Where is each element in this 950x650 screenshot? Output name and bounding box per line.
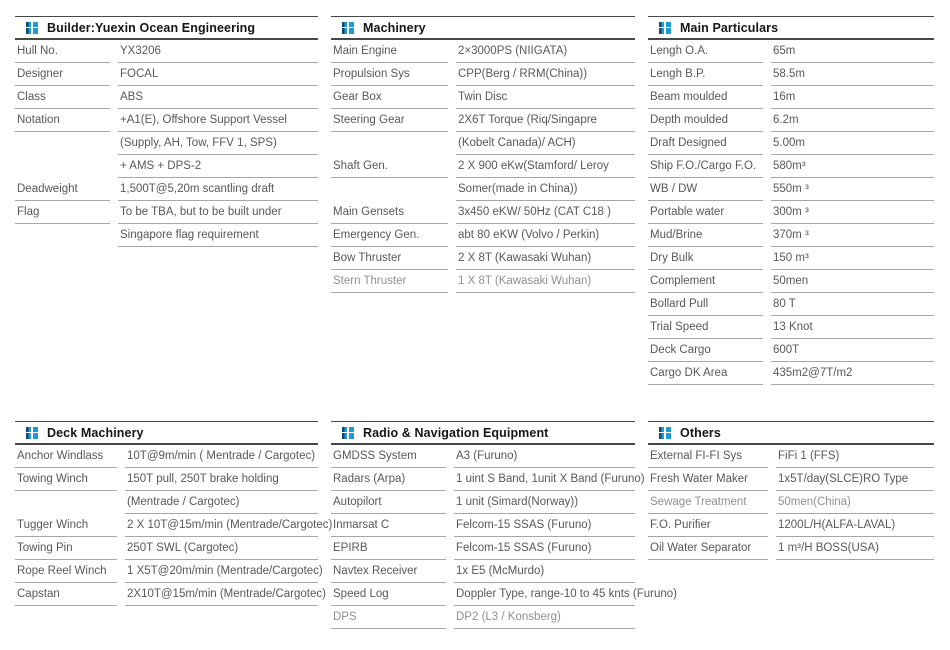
section-title: Others xyxy=(680,425,721,440)
spec-value: Felcom-15 SSAS (Furuno) xyxy=(454,514,635,537)
spec-label: Deck Cargo xyxy=(648,339,763,362)
grid-icon xyxy=(659,22,671,34)
section-radio-navigation xyxy=(331,421,677,629)
spec-value: Doppler Type, range-10 to 45 knts (Furuno) xyxy=(454,583,635,606)
spec-value: 1x E5 (McMurdo) xyxy=(454,560,635,583)
spec-label: F.O. Purifier xyxy=(648,514,768,537)
spec-value: (Kobelt Canada)/ ACH) xyxy=(456,132,635,155)
spec-label: Dry Bulk xyxy=(648,247,763,270)
spec-row xyxy=(648,468,934,491)
spec-row xyxy=(15,468,318,491)
spec-label: Deadweight xyxy=(15,178,110,201)
spec-value: 370m ³ xyxy=(771,224,934,247)
spec-label: External FI-FI Sys xyxy=(648,445,768,468)
spec-value: 2 X 8T (Kawasaki Wuhan) xyxy=(456,247,635,270)
section-title: Radio & Navigation Equipment xyxy=(363,425,549,440)
spec-value: 13 Knot xyxy=(771,316,934,339)
spec-value: (Supply, AH, Tow, FFV 1, SPS) xyxy=(118,132,318,155)
spec-label: Flag xyxy=(15,201,110,224)
spec-value: 6.2m xyxy=(771,109,934,132)
spec-label xyxy=(15,155,110,178)
spec-value: Somer(made in China)) xyxy=(456,178,635,201)
spec-label xyxy=(331,178,448,201)
spec-row xyxy=(15,132,318,155)
spec-row xyxy=(331,560,635,583)
spec-row xyxy=(15,109,318,132)
spec-label: Trial Speed xyxy=(648,316,763,339)
spec-row xyxy=(15,63,318,86)
spec-label: Steering Gear xyxy=(331,109,448,132)
spec-value: 1 uint S Band, 1unit X Band (Furuno) xyxy=(454,468,635,491)
spec-label: Main Engine xyxy=(331,40,448,63)
spec-table xyxy=(15,40,318,247)
spec-value: 150 m³ xyxy=(771,247,934,270)
spec-table xyxy=(331,40,635,293)
section-others xyxy=(648,421,934,560)
section-title: Deck Machinery xyxy=(47,425,144,440)
spec-label: Draft Designed xyxy=(648,132,763,155)
spec-row xyxy=(648,178,934,201)
spec-value: 1 unit (Simard(Norway)) xyxy=(454,491,635,514)
spec-label: Sewage Treatment xyxy=(648,491,768,514)
section-title: Main Particulars xyxy=(680,20,779,35)
spec-label: WB / DW xyxy=(648,178,763,201)
spec-value: 1x5T/day(SLCE)RO Type xyxy=(776,468,934,491)
spec-row xyxy=(648,514,934,537)
spec-row xyxy=(15,224,318,247)
spec-label: Capstan xyxy=(15,583,117,606)
spec-value: 580m³ xyxy=(771,155,934,178)
spec-row xyxy=(648,109,934,132)
spec-label: Towing Winch xyxy=(15,468,117,491)
section-header xyxy=(331,422,635,445)
spec-row xyxy=(15,178,318,201)
spec-value: 65m xyxy=(771,40,934,63)
spec-label: Complement xyxy=(648,270,763,293)
spec-row xyxy=(331,583,677,606)
spec-label: GMDSS System xyxy=(331,445,446,468)
spec-row xyxy=(331,224,635,247)
spec-label xyxy=(15,132,110,155)
spec-table xyxy=(15,445,333,606)
spec-value: 550m ³ xyxy=(771,178,934,201)
spec-row xyxy=(15,201,318,224)
spec-row xyxy=(648,86,934,109)
spec-value: 2 X 900 eKw(Stamford/ Leroy xyxy=(456,155,635,178)
spec-row xyxy=(648,339,934,362)
section-builder xyxy=(15,16,318,247)
spec-label: DPS xyxy=(331,606,446,629)
spec-value: 150T pull, 250T brake holding xyxy=(125,468,318,491)
spec-value: 435m2@7T/m2 xyxy=(771,362,934,385)
spec-row xyxy=(331,491,635,514)
spec-value: 10T@9m/min ( Mentrade / Cargotec) xyxy=(125,445,318,468)
spec-value: Singapore flag requirement xyxy=(118,224,318,247)
spec-label: Lengh O.A. xyxy=(648,40,763,63)
spec-row xyxy=(331,201,635,224)
spec-row xyxy=(15,155,318,178)
spec-label: Lengh B.P. xyxy=(648,63,763,86)
spec-value: 50men(China) xyxy=(776,491,934,514)
spec-label: Mud/Brine xyxy=(648,224,763,247)
spec-value: abt 80 eKW (Volvo / Perkin) xyxy=(456,224,635,247)
spec-label: Autopilort xyxy=(331,491,446,514)
spec-label: Tugger Winch xyxy=(15,514,117,537)
spec-label xyxy=(331,132,448,155)
spec-row xyxy=(331,606,635,629)
spec-value: 2×3000PS (NIIGATA) xyxy=(456,40,635,63)
spec-value: (Mentrade / Cargotec) xyxy=(125,491,318,514)
grid-icon xyxy=(342,427,354,439)
spec-value: 5.00m xyxy=(771,132,934,155)
spec-value: 250T SWL (Cargotec) xyxy=(125,537,318,560)
spec-label: Inmarsat C xyxy=(331,514,446,537)
spec-table xyxy=(331,445,677,629)
spec-value: 16m xyxy=(771,86,934,109)
spec-row xyxy=(15,560,323,583)
spec-label: Cargo DK Area xyxy=(648,362,763,385)
section-header xyxy=(648,422,934,445)
grid-icon xyxy=(342,22,354,34)
spec-label: Main Gensets xyxy=(331,201,448,224)
spec-value: 300m ³ xyxy=(771,201,934,224)
spec-label: Stern Thruster xyxy=(331,270,448,293)
spec-value: 80 T xyxy=(771,293,934,316)
section-header xyxy=(648,17,934,40)
spec-row xyxy=(331,178,635,201)
spec-label: Fresh Water Maker xyxy=(648,468,768,491)
spec-label: Ship F.O./Cargo F.O. xyxy=(648,155,763,178)
spec-label: Towing Pin xyxy=(15,537,117,560)
spec-value: YX3206 xyxy=(118,40,318,63)
spec-table xyxy=(648,40,934,385)
spec-value: 600T xyxy=(771,339,934,362)
spec-row xyxy=(648,224,934,247)
spec-value: DP2 (L3 / Konsberg) xyxy=(454,606,635,629)
spec-row xyxy=(648,270,934,293)
spec-row xyxy=(648,362,934,385)
spec-value: 50men xyxy=(771,270,934,293)
spec-label: Portable water xyxy=(648,201,763,224)
spec-row xyxy=(331,155,635,178)
spec-row xyxy=(648,491,934,514)
spec-value: 58.5m xyxy=(771,63,934,86)
spec-row xyxy=(648,316,934,339)
spec-row xyxy=(331,86,635,109)
spec-value: 1 X5T@20m/min (Mentrade/Cargotec) xyxy=(125,560,318,583)
spec-row xyxy=(331,514,635,537)
spec-value: A3 (Furuno) xyxy=(454,445,635,468)
spec-value: 2X6T Torque (Riq/Singapre xyxy=(456,109,635,132)
spec-row xyxy=(648,201,934,224)
grid-icon xyxy=(26,427,38,439)
spec-row xyxy=(648,445,934,468)
spec-label: Radars (Arpa) xyxy=(331,468,446,491)
spec-row xyxy=(648,537,934,560)
spec-value: FiFi 1 (FFS) xyxy=(776,445,934,468)
grid-icon xyxy=(26,22,38,34)
spec-row xyxy=(15,583,326,606)
spec-value: To be TBA, but to be built under xyxy=(118,201,318,224)
spec-value: FOCAL xyxy=(118,63,318,86)
section-title: Builder:Yuexin Ocean Engineering xyxy=(47,20,256,35)
spec-row xyxy=(331,109,635,132)
spec-label: Bollard Pull xyxy=(648,293,763,316)
spec-row xyxy=(331,247,635,270)
spec-row xyxy=(331,40,635,63)
spec-value: ABS xyxy=(118,86,318,109)
spec-row xyxy=(15,514,333,537)
spec-row xyxy=(15,491,318,514)
spec-label: Designer xyxy=(15,63,110,86)
spec-label: Speed Log xyxy=(331,583,446,606)
section-machinery xyxy=(331,16,635,293)
spec-row xyxy=(15,86,318,109)
spec-value: Twin Disc xyxy=(456,86,635,109)
spec-row xyxy=(648,293,934,316)
spec-label: Bow Thruster xyxy=(331,247,448,270)
spec-label: Navtex Receiver xyxy=(331,560,446,583)
spec-value: 3x450 eKW/ 50Hz (CAT C18 ) xyxy=(456,201,635,224)
spec-label: Emergency Gen. xyxy=(331,224,448,247)
spec-value: 2 X 10T@15m/min (Mentrade/Cargotec) xyxy=(125,514,318,537)
grid-icon xyxy=(659,427,671,439)
spec-row xyxy=(331,270,635,293)
section-main-particulars xyxy=(648,16,934,385)
spec-row xyxy=(648,40,934,63)
spec-label: Propulsion Sys xyxy=(331,63,448,86)
spec-label: EPIRB xyxy=(331,537,446,560)
spec-row xyxy=(15,40,318,63)
spec-label: Depth moulded xyxy=(648,109,763,132)
spec-value: Felcom-15 SSAS (Furuno) xyxy=(454,537,635,560)
spec-label: Oil Water Separator xyxy=(648,537,768,560)
spec-value: CPP(Berg / RRM(China)) xyxy=(456,63,635,86)
spec-label: Shaft Gen. xyxy=(331,155,448,178)
spec-row xyxy=(331,537,635,560)
spec-value: 1200L/H(ALFA-LAVAL) xyxy=(776,514,934,537)
spec-value: 2X10T@15m/min (Mentrade/Cargotec) xyxy=(125,583,318,606)
spec-row xyxy=(331,468,645,491)
spec-value: 1 m³/H BOSS(USA) xyxy=(776,537,934,560)
spec-value: +A1(E), Offshore Support Vessel xyxy=(118,109,318,132)
spec-value: + AMS + DPS-2 xyxy=(118,155,318,178)
spec-label: Anchor Windlass xyxy=(15,445,117,468)
section-deck-machinery xyxy=(15,421,333,606)
spec-row xyxy=(331,445,635,468)
spec-row xyxy=(648,132,934,155)
spec-label: Hull No. xyxy=(15,40,110,63)
section-title: Machinery xyxy=(363,20,426,35)
spec-row xyxy=(648,63,934,86)
spec-value: 1,500T@5,20m scantling draft xyxy=(118,178,318,201)
section-header xyxy=(15,422,318,445)
spec-row xyxy=(648,247,934,270)
spec-label: Class xyxy=(15,86,110,109)
spec-label: Rope Reel Winch xyxy=(15,560,117,583)
spec-row xyxy=(648,155,934,178)
spec-row xyxy=(15,537,318,560)
spec-label xyxy=(15,224,110,247)
spec-label: Gear Box xyxy=(331,86,448,109)
spec-row xyxy=(15,445,318,468)
spec-label xyxy=(15,491,117,514)
spec-row xyxy=(331,63,635,86)
spec-label: Beam moulded xyxy=(648,86,763,109)
section-header xyxy=(331,17,635,40)
spec-label: Notation xyxy=(15,109,110,132)
spec-value: 1 X 8T (Kawasaki Wuhan) xyxy=(456,270,635,293)
spec-row xyxy=(331,132,635,155)
section-header xyxy=(15,17,318,40)
spec-table xyxy=(648,445,934,560)
